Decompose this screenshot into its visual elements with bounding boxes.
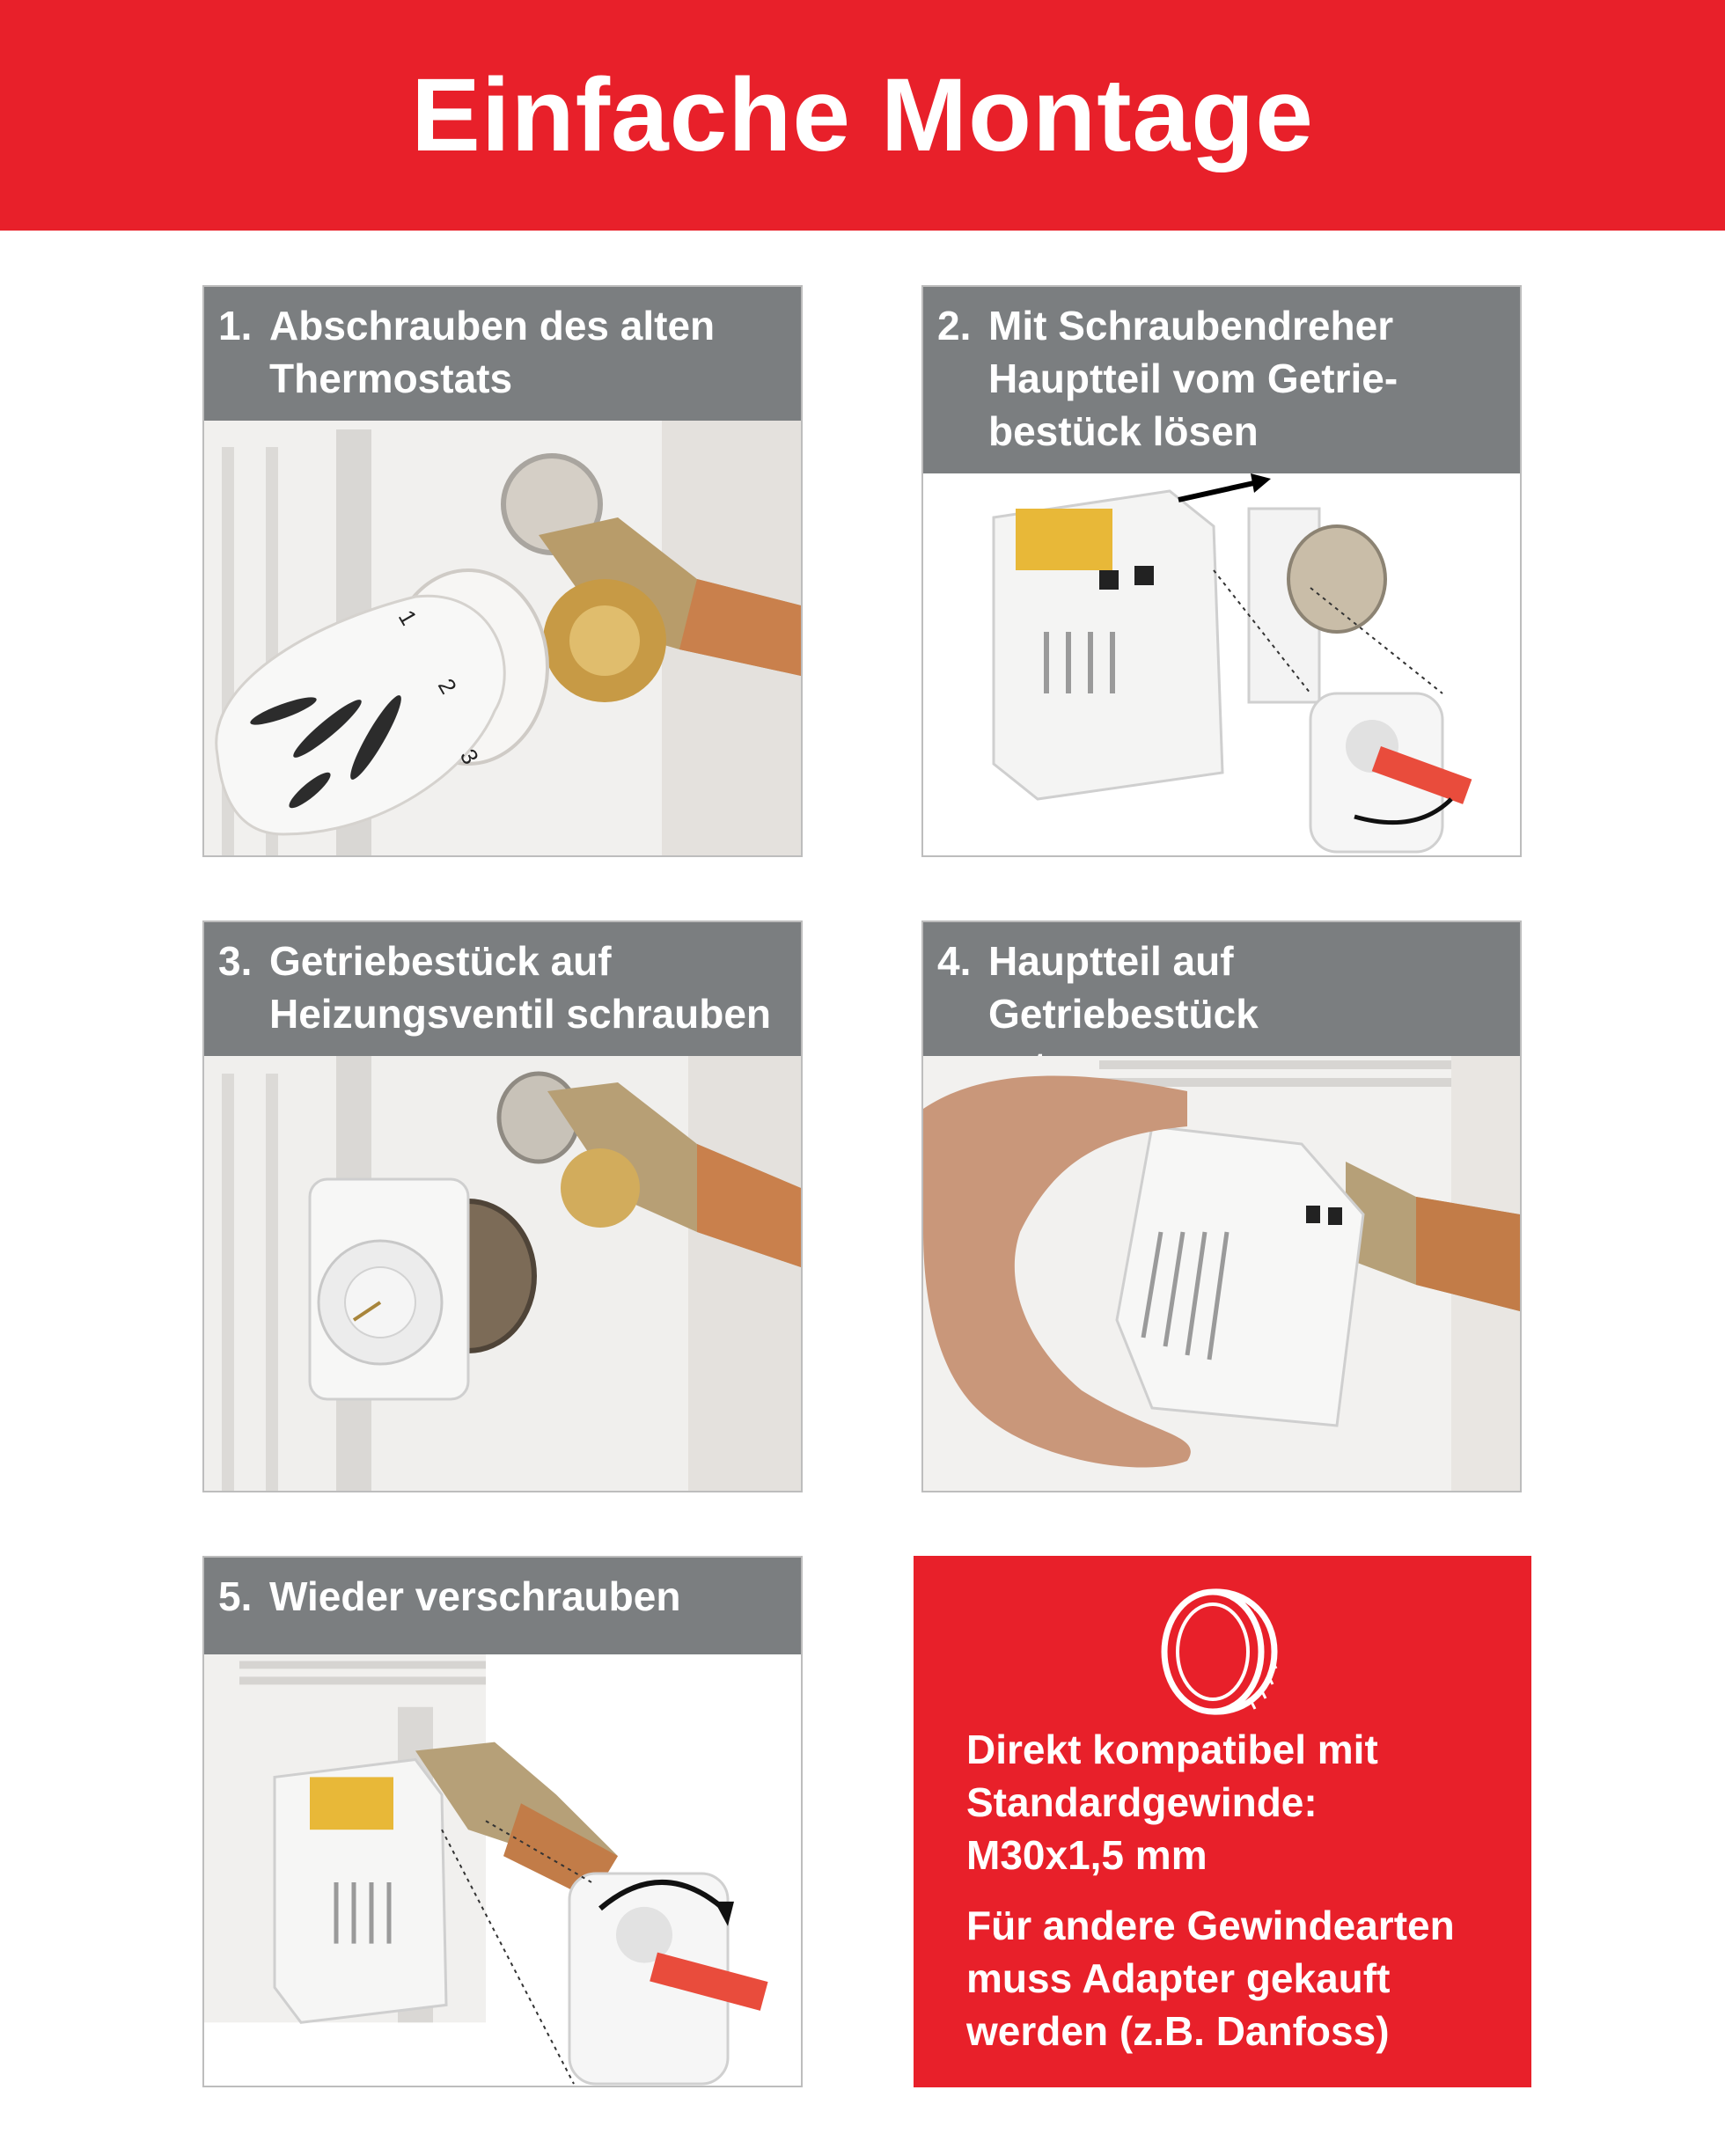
page-title: Einfache Montage — [411, 57, 1314, 173]
header-banner — [0, 0, 1725, 231]
svg-text:3: 3 — [454, 744, 485, 769]
step-text: Mit Schraubendreher Hauptteil vom Getrie- bestück lösen — [988, 303, 1398, 454]
step-number: 3. — [218, 938, 253, 984]
step-photo-screwing — [204, 1654, 801, 2086]
step-text: Abschrauben des alten Thermostats — [269, 303, 716, 401]
compatibility-text: Direkt kompatibel mit Standardgewinde: M30x1,5 mm — [966, 1727, 1378, 1878]
step-caption — [923, 287, 1520, 473]
step-photo-old-thermostat — [204, 421, 801, 855]
step-text: Hauptteil auf Getriebestück — [988, 938, 1259, 1037]
step-caption — [923, 922, 1520, 1056]
thread-ring-icon — [1151, 1586, 1292, 1718]
step-caption — [204, 1558, 801, 1654]
step-number: 5. — [218, 1573, 253, 1619]
svg-text:2: 2 — [432, 674, 463, 699]
step-photo-gear-adapter — [204, 1056, 801, 1491]
step-number: 4. — [937, 938, 972, 984]
step-card-1 — [202, 285, 803, 857]
step-text: Wieder verschrauben — [269, 1573, 681, 1619]
step-number: 1. — [218, 303, 253, 348]
step-caption — [204, 922, 801, 1056]
step-photo-separating — [923, 473, 1520, 855]
step-card-4 — [921, 920, 1522, 1492]
step-text: Getriebestück auf Heizungsventil schrauben — [269, 938, 772, 1037]
step-card-3 — [202, 920, 803, 1492]
step-caption — [204, 287, 801, 421]
step-card-2 — [921, 285, 1522, 857]
step-photo-placing-unit — [923, 1056, 1520, 1491]
svg-text:1: 1 — [393, 605, 423, 630]
step-card-5 — [202, 1556, 803, 2087]
adapter-note-text: Für andere Gewindearten muss Adapter gekauft werden (z.B. Danfoss) — [966, 1903, 1455, 2054]
step-number: 2. — [937, 303, 972, 348]
compatibility-info-box — [914, 1556, 1531, 2087]
